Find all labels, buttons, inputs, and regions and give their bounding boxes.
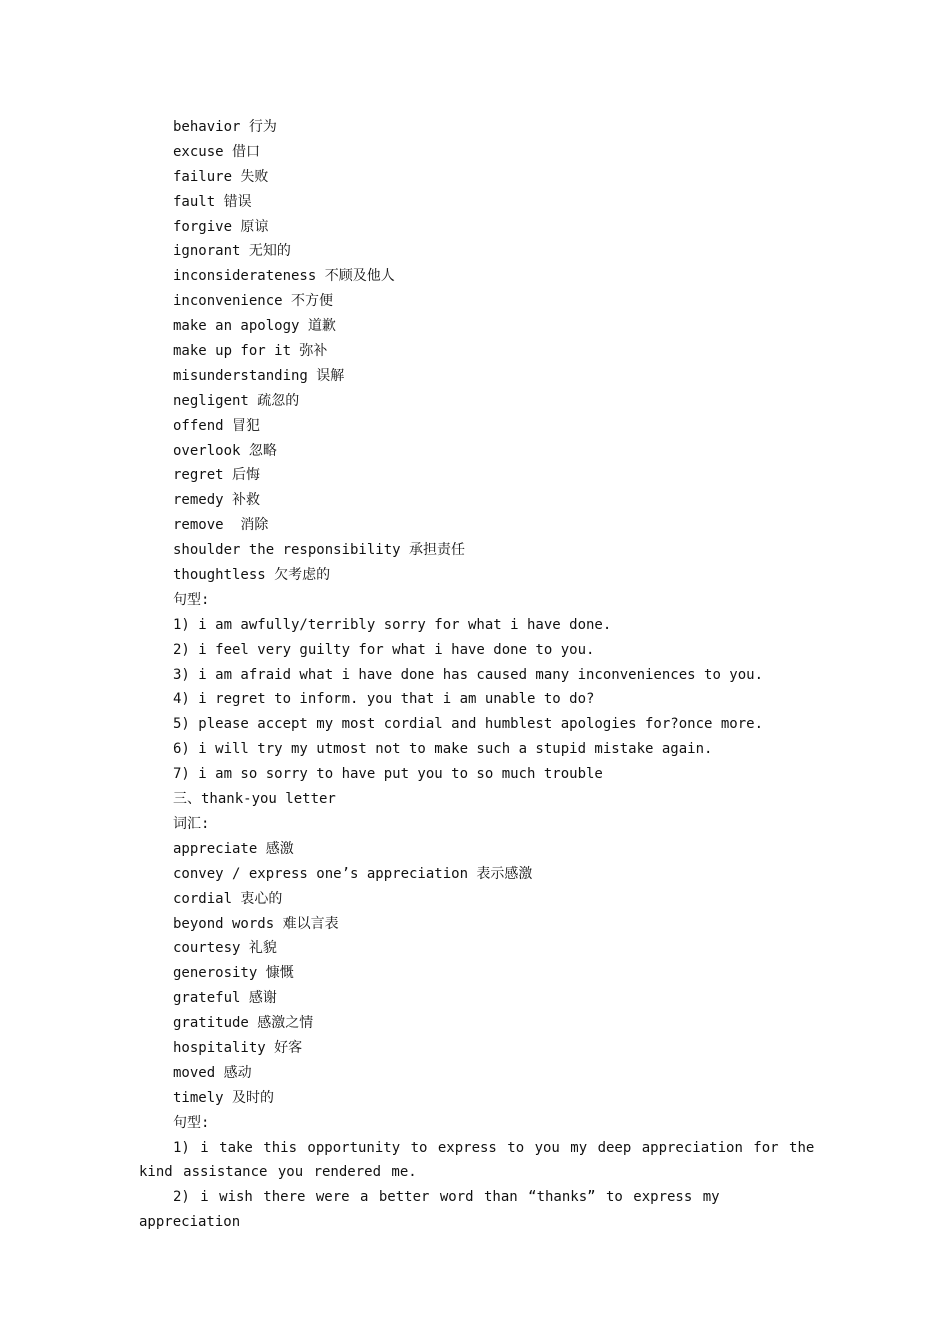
document-body: [139, 115, 819, 1235]
sentence-item: 1) i am awfully/terribly sorry for what i have done.: [173, 616, 612, 633]
thank-you-vocab-list: [139, 837, 819, 1111]
vocab-item: shoulder the responsibility 承担责任: [173, 542, 466, 559]
vocab-item: misunderstanding 误解: [173, 367, 345, 384]
vocab-item: courtesy 礼貌: [173, 940, 277, 957]
vocab-heading: 词汇:: [173, 815, 210, 832]
sentence-item: 3) i am afraid what i have done has caused many inconveniences to you.: [173, 666, 764, 683]
vocab-item: overlook 忽略: [173, 442, 277, 459]
vocab-item: inconsiderateness 不顾及他人: [173, 268, 395, 285]
sentence-item: 2) i feel very guilty for what i have done to you.: [173, 641, 595, 658]
vocab-item: make an apology 道歉: [173, 318, 336, 335]
vocab-item: behavior 行为: [173, 119, 277, 135]
vocab-item: grateful 感谢: [173, 990, 277, 1007]
vocab-item: remedy 补救: [173, 492, 261, 509]
vocab-item: hospitality 好客: [173, 1039, 303, 1056]
vocab-item: cordial 衷心的: [173, 890, 283, 907]
vocab-item: inconvenience 不方便: [173, 293, 334, 310]
vocab-item: fault 错误: [173, 193, 252, 210]
vocab-item: gratitude 感激之情: [173, 1015, 314, 1032]
sentence-item: 4) i regret to inform. you that i am unable to do?: [173, 691, 595, 708]
vocab-item: appreciate 感激: [173, 840, 294, 857]
apology-sentences-heading: 句型:: [173, 591, 210, 608]
apology-vocab-list: [139, 115, 819, 588]
vocab-item: timely 及时的: [173, 1089, 275, 1106]
section-title: 三、thank-you letter: [173, 791, 336, 808]
vocab-item: ignorant 无知的: [173, 243, 291, 260]
sentence-paragraph: 1) i take this opportunity to express to you my deep appreciation for the kind assistance you rendered me.: [139, 1139, 815, 1181]
vocab-item: thoughtless 欠考虑的: [173, 567, 331, 584]
vocab-item: regret 后悔: [173, 467, 261, 484]
sentence-paragraph: 2) i wish there were a better word than “thanks” to express my appreciation: [139, 1189, 720, 1231]
apology-sentence-list: [139, 613, 819, 787]
sentence-item: 6) i will try my utmost not to make such a stupid mistake again.: [173, 741, 713, 758]
vocab-item: beyond words 难以言表: [173, 915, 339, 932]
thank-you-sentence-list: [139, 1136, 819, 1236]
sentences-heading: 句型:: [173, 1114, 210, 1131]
vocab-item: forgive 原谅: [173, 218, 269, 235]
vocab-item: remove 消除: [173, 517, 269, 534]
vocab-item: moved 感动: [173, 1064, 252, 1081]
vocab-item: negligent 疏忽的: [173, 392, 300, 409]
sentence-item: 5) please accept my most cordial and humblest apologies for?once more.: [173, 716, 764, 733]
vocab-item: offend 冒犯: [173, 417, 261, 434]
sentence-item: 7) i am so sorry to have put you to so much trouble: [173, 766, 603, 783]
vocab-item: excuse 借口: [173, 143, 261, 160]
vocab-item: convey / express one’s appreciation 表示感激: [173, 865, 533, 882]
vocab-item: make up for it 弥补: [173, 343, 328, 360]
vocab-item: generosity 慷慨: [173, 965, 294, 982]
vocab-item: failure 失败: [173, 168, 269, 185]
